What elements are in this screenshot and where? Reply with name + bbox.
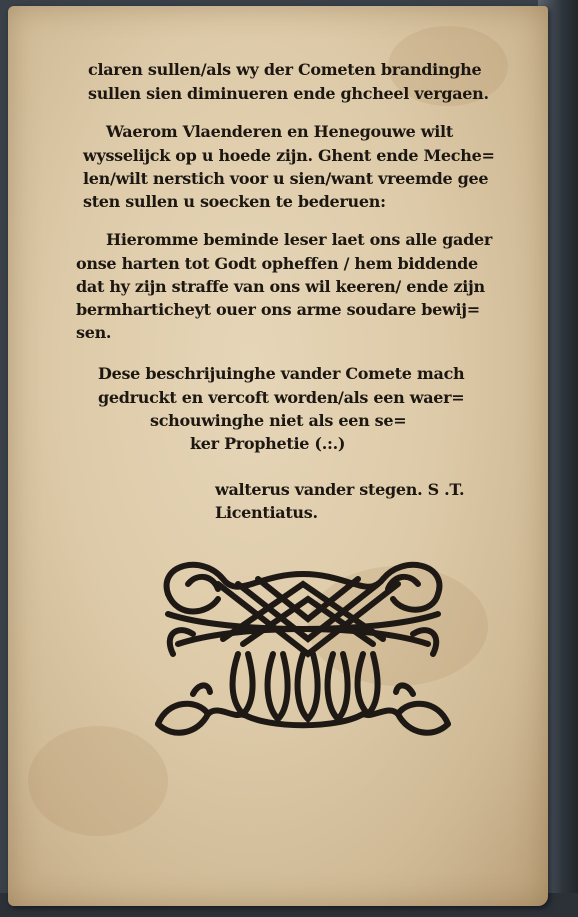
text-line: ker Prophetie (.:.) xyxy=(190,434,346,453)
text-line: bermharticheyt ouer ons arme soudare bewij= xyxy=(76,300,480,319)
text-line: schouwinghe niet als een se= xyxy=(150,411,407,430)
document-page xyxy=(8,6,548,906)
text-line: Waerom Vlaenderen en Henegouwe wilt xyxy=(106,122,453,141)
text-line: Hieromme beminde leser laet ons alle gader xyxy=(106,230,492,249)
text-line: onse harten tot Godt opheffen / hem biddende xyxy=(76,254,478,273)
text-line: sten sullen u soecken te bederuen: xyxy=(83,192,386,211)
text-line: sen. xyxy=(76,323,112,342)
knotwork-ornament-icon xyxy=(148,554,458,744)
signature-name: walterus vander stegen. S .T. xyxy=(215,480,465,499)
text-line: sullen sien diminueren ende ghcheel vergaen. xyxy=(88,84,489,103)
signature-title: Licentiatus. xyxy=(215,503,318,522)
text-line: dat hy zijn straffe van ons wil keeren/ ende zijn xyxy=(76,277,485,296)
text-line: wysselijck op u hoede zijn. Ghent ende Meche= xyxy=(83,146,495,165)
text-line: claren sullen/als wy der Cometen brandinghe xyxy=(88,60,482,79)
text-line: Dese beschrijuinghe vander Comete mach xyxy=(98,364,465,383)
text-line: len/wilt nerstich voor u sien/want vreemde gee xyxy=(83,169,489,188)
paper-stain xyxy=(28,726,168,836)
text-line: gedruckt en vercoft worden/als een waer= xyxy=(98,388,465,407)
